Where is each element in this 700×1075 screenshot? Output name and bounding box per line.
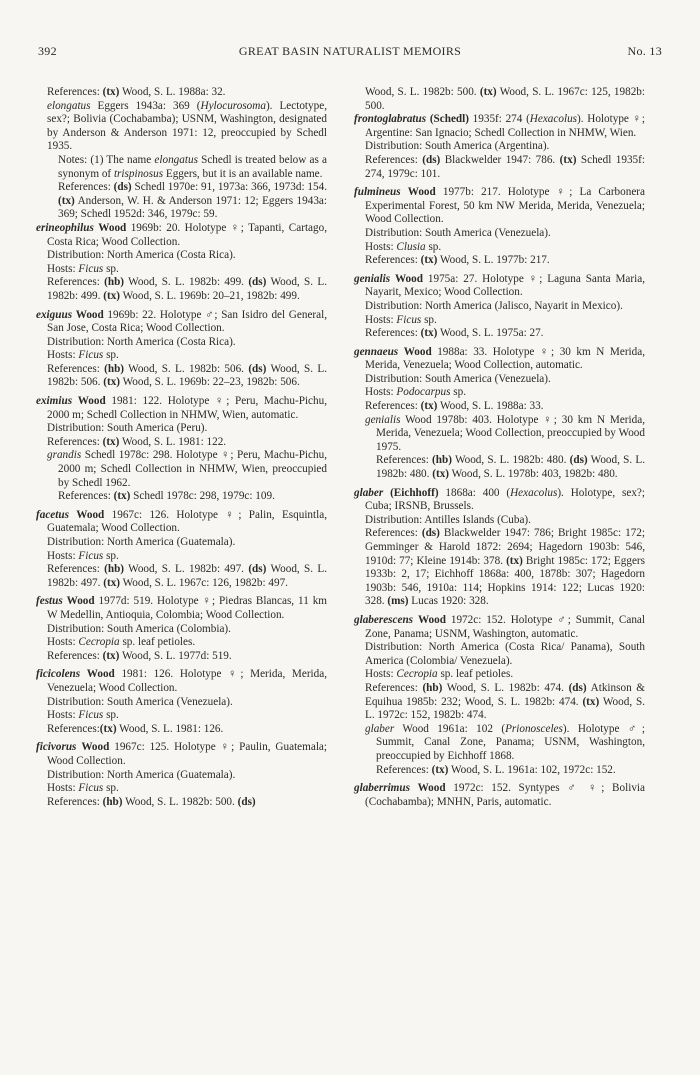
entry-line: Hosts: Ficus sp. (365, 313, 437, 326)
text-line: elongatus Eggers 1943a: 369 (Hylocurosoma). Lectotype, sex?; Bolivia (Cochabamba); USNM, Washington, designated by Anderson & Anderson 1971: 12, preoccupied by Schedl 1935. (47, 99, 327, 153)
entry-heading: eximius Wood 1981: 122. Holotype ♀; Peru, Machu-Pichu, 2000 m; Schedl Collection in NHMW, Wien, automatic. (36, 395, 328, 421)
entry-line: Distribution: Antilles Islands (Cuba). (365, 513, 531, 526)
synonym-line: References: (tx) Schedl 1978c: 298, 1979c: 109. (58, 490, 275, 503)
species-entry (354, 614, 645, 777)
entry-heading: ficivorus Wood 1967c: 125. Holotype ♀; Paulin, Guatemala; Wood Collection. (36, 741, 327, 767)
entry-line: References: (hb) Wood, S. L. 1982b: 499. (ds) Wood, S. L. 1982b: 499. (tx) Wood, S. L. 1969b: 20–21, 1982b: 499. (47, 276, 327, 302)
entry-line: Hosts: Podocarpus sp. (365, 386, 467, 399)
entry-line: Hosts: Clusia sp. (365, 240, 442, 253)
entry-line: References: (tx) Wood, S. L. 1975a: 27. (365, 327, 544, 340)
running-header (38, 44, 662, 62)
species-entry (354, 273, 645, 341)
entry-heading: fulmineus Wood 1977b: 217. Holotype ♀; La Carbonera Experimental Forest, 50 km NW Merida, Merida, Venezuela; Wood Collection. (354, 186, 645, 226)
entry-heading: glaber (Eichhoff) 1868a: 400 (Hexacolus). Holotype, sex?; Cuba; IRSNB, Brussels. (354, 486, 645, 513)
species-entry (36, 668, 327, 736)
species-entry (36, 741, 327, 809)
entry-heading: facetus Wood 1967c: 126. Holotype ♀; Palin, Esquintla, Guatemala; Wood Collection. (36, 508, 327, 535)
text-line: Wood, S. L. 1982b: 500. (tx) Wood, S. L. 1967c: 125, 1982b: 500. (365, 86, 646, 112)
synonym-entry (354, 723, 645, 777)
species-entry (36, 222, 327, 304)
species-entry (354, 487, 645, 609)
entry-heading: frontoglabratus (Schedl) 1935f: 274 (Hexacolus). Holotype ♀; Argentine: San Ignacio; Schedl Collection in NHMW, Wien. (354, 113, 645, 139)
text-line: References: (tx) Wood, S. L. 1988a: 32. (47, 86, 226, 98)
entry-line: References: (hb) Wood, S. L. 1982b: 506. (ds) Wood, S. L. 1982b: 506. (tx) Wood, S. L. 1969b: 22–23, 1982b: 506. (47, 362, 327, 389)
entry-line: References: (hb) Wood, S. L. 1982b: 500. (ds) (47, 795, 256, 808)
entry-line: References: (ds) Blackwelder 1947: 786; Bright 1985c: 172; Gemminger & Harold 1872: 2694; Hagedorn 1903b: 546, 1910d: 77; Kleine 1914b: 378. (tx) Bright 1985c: 172; Eggers 1933b: 2, 17; Eichhoff 1868a: 400, 1878b: 307; Hagedorn 1903b: 546, 1910a: 114; Hopkins 1914: 122; Lucas 1920: 328. (ms) Lucas 1920: 328. (365, 527, 645, 608)
entry-line: References: (tx) Wood, S. L. 1981: 122. (47, 435, 227, 448)
entry-line: Distribution: North America (Costa Rica/ Panama), South America (Colombia/ Venezuela). (365, 641, 645, 667)
entry-line: References: (tx) Wood, S. L. 1977b: 217. (365, 254, 550, 267)
entry-line: Distribution: South America (Venezuela). (365, 372, 551, 385)
entry-heading: ficicolens Wood 1981: 126. Holotype ♀; Merida, Merida, Venezuela; Wood Collection. (36, 668, 328, 694)
page-number: 392 (38, 44, 57, 58)
species-entry (354, 186, 645, 268)
entry-line: Hosts: Cecropia sp. leaf petioles. (47, 636, 196, 649)
left-column (36, 86, 327, 814)
entry-line: Distribution: South America (Peru). (47, 422, 208, 435)
entry-heading: exiguus Wood 1969b: 22. Holotype ♂; San Isidro del General, San Jose, Costa Rica; Wood Collection. (36, 308, 328, 335)
species-entry (36, 595, 327, 663)
entry-line: Distribution: North America (Costa Rica). (47, 335, 236, 348)
entry-line: Hosts: Ficus sp. (47, 549, 119, 562)
entry-heading: gennaeus Wood 1988a: 33. Holotype ♀; 30 km N Merida, Merida, Venezuela; Wood Collection, automatic. (354, 345, 646, 372)
entry-line: References: (tx) Wood, S. L. 1988a: 33. (365, 400, 544, 413)
entry-line: References: (hb) Wood, S. L. 1982b: 497. (ds) Wood, S. L. 1982b: 497. (tx) Wood, S. L. 1967c: 126, 1982b: 497. (47, 563, 327, 589)
entry-heading: glaberrimus Wood 1972c: 152. Syntypes ♂ ♀; Bolivia (Cochabamba); MNHN, Paris, automatic. (354, 782, 645, 808)
entry-line: References: (hb) Wood, S. L. 1982b: 474. (ds) Atkinson & Equihua 1985b: 232; Wood, S. L. 1982b: 474. (tx) Wood, S. L. 1972c: 152, 1982b: 474. (365, 681, 646, 722)
entry-line: Distribution: South America (Venezuela). (365, 226, 551, 239)
right-column (354, 86, 645, 814)
synonym-heading: genialis Wood 1978b: 403. Holotype ♀; 30 km N Merida, Merida, Venezuela; Wood Collection, preoccupied by Wood 1975. (365, 413, 645, 453)
entry-line: Distribution: North America (Guatemala). (47, 768, 236, 781)
entry-line: Distribution: South America (Colombia). (47, 622, 231, 635)
text-line: References: (ds) Schedl 1970e: 91, 1973a: 366, 1973d: 154. (tx) Anderson, W. H. & Anderson 1971: 12; Eggers 1943a: 369; Schedl 1952d: 346, 1979c: 59. (58, 181, 327, 221)
entry-line: Hosts: Ficus sp. (47, 349, 119, 362)
entry-line: Hosts: Ficus sp. (47, 709, 119, 722)
synonym-heading: glaber Wood 1961a: 102 (Prionosceles). Holotype ♂; Summit, Canal Zone, Panama; USNM, Washington, preoccupied by Eichhoff 1868. (365, 722, 645, 762)
synonym-entry (354, 414, 645, 482)
entry-line: Distribution: South America (Argentina). (365, 140, 550, 153)
synonym-line: References: (hb) Wood, S. L. 1982b: 480. (ds) Wood, S. L. 1982b: 480. (tx) Wood, S. L. 1978b: 403, 1982b: 480. (376, 454, 646, 481)
entry-line: Distribution: North America (Jalisco, Nayarit in Mexico). (365, 299, 623, 312)
entry-heading: erineophilus Wood 1969b: 20. Holotype ♀; Tapanti, Cartago, Costa Rica; Wood Collection. (36, 221, 328, 248)
synonym-heading: grandis Schedl 1978c: 298. Holotype ♀; Peru, Machu-Pichu, 2000 m; Schedl Collection in NHMW, Wien, preoccupied by Schedl 1962. (47, 449, 327, 489)
entry-line: Distribution: South America (Venezuela). (47, 695, 233, 708)
entry-line: Hosts: Cecropia sp. leaf petioles. (365, 668, 514, 681)
entry-heading: genialis Wood 1975a: 27. Holotype ♀; Laguna Santa Maria, Nayarit, Mexico; Wood Collection. (354, 272, 645, 299)
entry-line: References: (ds) Blackwelder 1947: 786. (tx) Schedl 1935f: 274, 1979c: 101. (365, 153, 645, 180)
text-line: Notes: (1) The name elongatus Schedl is treated below as a synonym of trispinosus Eggers, but it is an available name. (58, 153, 328, 180)
species-entry (36, 309, 327, 391)
species-entry (354, 113, 645, 181)
entry-line: Hosts: Ficus sp. (47, 782, 119, 795)
entry-line: Distribution: North America (Costa Rica). (47, 249, 236, 262)
entry-heading: festus Wood 1977d: 519. Holotype ♀; Piedras Blancas, 11 km W Medellin, Antioquia, Colombia; Wood Collection. (36, 595, 327, 621)
entry-heading: glaberescens Wood 1972c: 152. Holotype ♂; Summit, Canal Zone, Panama; USNM, Washington, automatic. (354, 613, 646, 640)
entry-line: Distribution: North America (Guatemala). (47, 536, 236, 548)
synonym-entry (36, 449, 327, 503)
synonym-line: References: (tx) Wood, S. L. 1961a: 102, 1972c: 152. (376, 763, 616, 776)
species-entry (354, 346, 645, 482)
entry-line: References:(tx) Wood, S. L. 1981: 126. (47, 722, 224, 735)
species-entry (354, 782, 645, 809)
entry-line: References: (tx) Wood, S. L. 1977d: 519. (47, 649, 232, 662)
species-entry (36, 395, 327, 504)
issue-number: No. 13 (627, 44, 662, 58)
running-title: GREAT BASIN NATURALIST MEMOIRS (238, 44, 462, 58)
entry-line: Hosts: Ficus sp. (47, 262, 119, 275)
species-entry (36, 509, 327, 591)
